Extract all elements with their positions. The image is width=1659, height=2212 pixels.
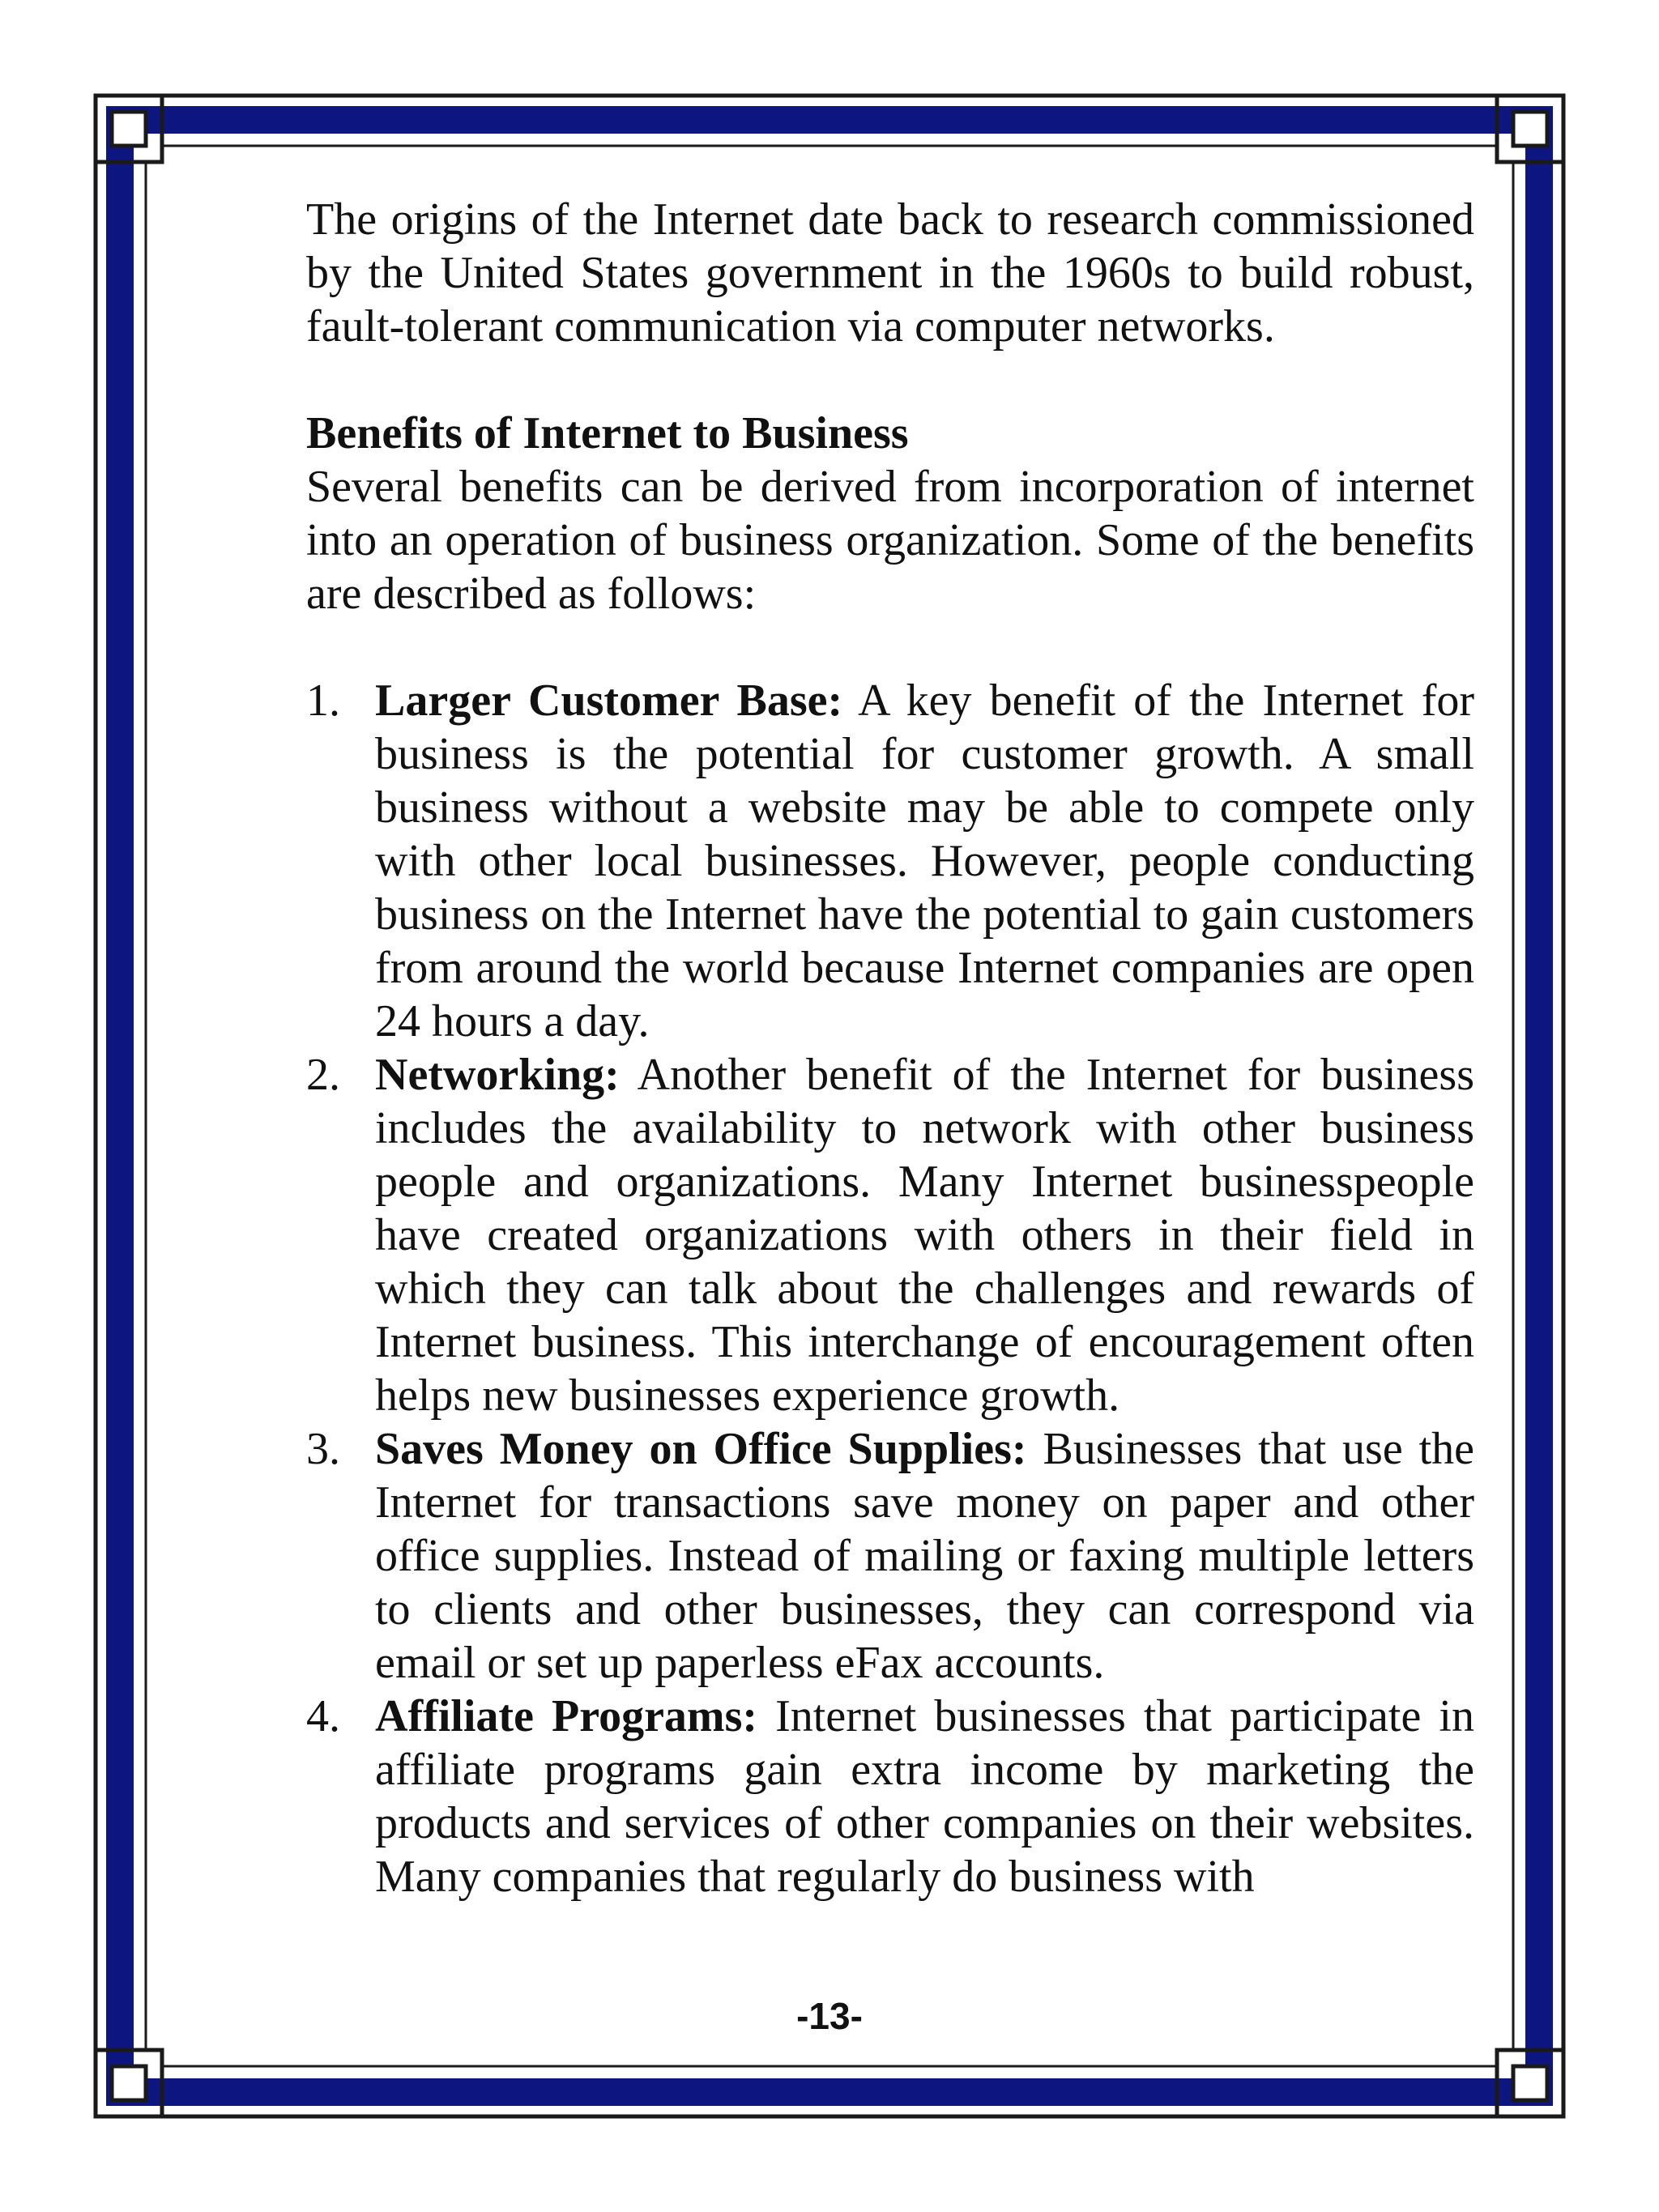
list-item	[306, 1422, 1474, 1690]
list-item-number: 3.	[306, 1424, 340, 1474]
list-item-number: 4.	[306, 1691, 340, 1741]
list-item-text: A key benefit of the Internet for business is the potential for customer growth. A small business without a website may be able to compete only with other local businesses. However, people conducting business on the Internet have the potential to gain customers from around the world because Internet companies are open 24 hours a day.	[375, 676, 1474, 1046]
list-item-text: Businesses that use the Internet for transactions save money on paper and other office supplies. Instead of mailing or faxing multiple letters to clients and other businesses, they can correspond via email or set up paperless eFax accounts.	[375, 1424, 1474, 1688]
intro-paragraph: The origins of the Internet date back to research commissioned by the United States government in the 1960s to build robust, fault-tolerant communication via computer networks.	[306, 194, 1474, 352]
list-item-number: 1.	[306, 676, 340, 726]
list-item	[306, 1048, 1474, 1422]
list-item-text: Another benefit of the Internet for business includes the availability to network with other business people and organizations. Many Internet businesspeople have created organizations with others in their field in which they can talk about the challenges and rewards of Internet business. This interchange of encouragement often helps new businesses experience growth.	[375, 1050, 1474, 1421]
section-heading: Benefits of Internet to Business	[306, 408, 909, 458]
list-item-term: Networking:	[375, 1050, 620, 1100]
list-item-term: Larger Customer Base:	[375, 676, 843, 726]
list-item-text: Internet businesses that participate in affiliate programs gain extra income by marketing the products and services of other companies on their websites. Many companies that regularly do business with	[375, 1691, 1474, 1902]
page-content	[306, 193, 1474, 1903]
benefits-list	[306, 674, 1474, 1903]
list-item	[306, 1690, 1474, 1903]
section-intro: Several benefits can be derived from incorporation of internet into an operation of business organization. Some of the benefits are described as follows:	[306, 462, 1474, 619]
list-item-term: Affiliate Programs:	[375, 1691, 758, 1741]
list-item-term: Saves Money on Office Supplies:	[375, 1424, 1027, 1474]
page-number: -13-	[796, 1995, 863, 2037]
list-item-number: 2.	[306, 1050, 340, 1100]
list-item	[306, 674, 1474, 1048]
